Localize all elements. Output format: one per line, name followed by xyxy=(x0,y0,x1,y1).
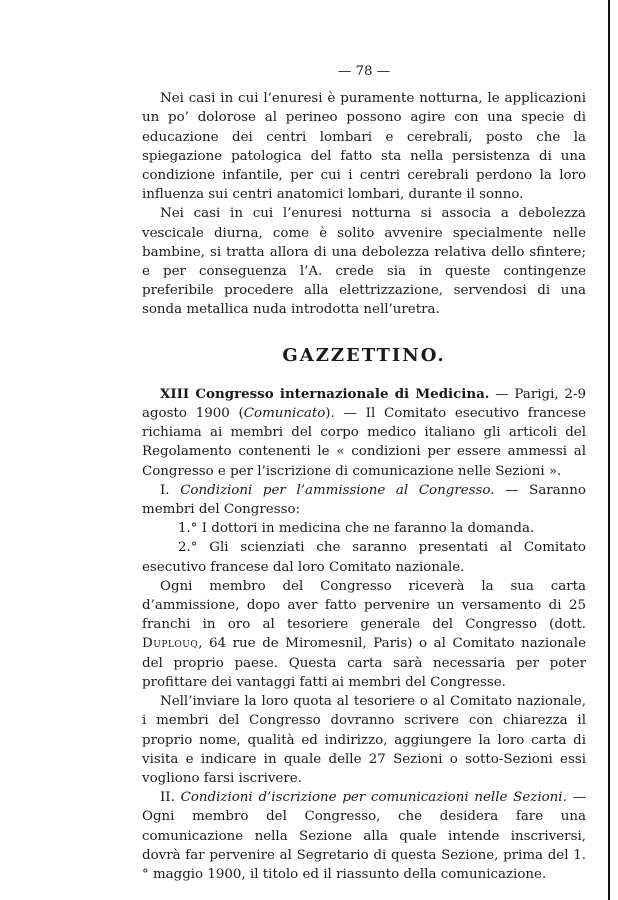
list-item-scientists: 2.° Gli scienziati che saranno presentati al Comitato esecutivo francese dal loro Comitato nazionale. xyxy=(142,540,586,575)
cond1-title: Condizioni per l’ammissione al Congresso. xyxy=(180,482,495,498)
page-edge xyxy=(608,0,610,900)
card-text-2: , 64 rue de Miromesnil, Paris) o al Comitato nazionale del proprio paese. Questa carta sarà necessaria per poter profittare dei vantaggi fatti ai membri del Congresse. xyxy=(142,636,586,690)
card-text-1: Ogni membro del Congresso riceverà la sua carta d’ammissione, dopo aver fatto pervenire un versamento di 25 franchi in oro al tesoriere generale del Congresso (dott. xyxy=(142,578,586,633)
cond2-number: II. xyxy=(160,790,181,806)
treasurer-name: Duplouq xyxy=(142,636,199,652)
cond1-number: I. xyxy=(160,482,181,498)
paragraph-enuresis-nocturnal: Nei casi in cui l’enuresi è puramente notturna, le applicazioni un po’ dolorose al perineo possono agire con una specie di educazione dei centri lombari e cerebrali, posto che la spiegazione patologica del fatto sta nella persistenza di una condizione infantile, per cui i centri cerebrali perdono la loro influenza sui centri anatomici lombari, durante il sonno. xyxy=(142,91,586,203)
paragraph-communication-conditions xyxy=(142,788,586,884)
intro-text-1: — Parigi, 2-9 agosto 1900 ( xyxy=(142,386,586,422)
list-item-doctors: 1.° I dottori in medicina che ne faranno la domanda. xyxy=(178,521,535,537)
document-page xyxy=(142,62,586,884)
cond2-title: Condizioni d’iscrizione per comunicazioni nelle Sezioni. xyxy=(180,790,567,806)
paragraph-admission-card xyxy=(142,577,586,692)
paragraph-quota: Nell’inviare la loro quota al tesoriere o al Comitato nazionale, i membri del Congresso dovranno scrivere con chiarezza il proprio nome, qualità ed indirizzo, aggiungere la loro carta di visita e indicare in quale delle 27 Sezioni o sotto-Sezioni essi vogliono farsi iscrivere. xyxy=(142,694,586,786)
section-title: GAZZETTINO. xyxy=(282,344,446,366)
congress-heading: XIII Congresso internazionale di Medicina. xyxy=(160,385,490,402)
paragraph-congress-intro xyxy=(142,385,586,481)
cond2-text: — Ogni membro del Congresso, che desidera fare una comunicazione nella Sezione alla quale intende inscriversi, dovrà far pervenire al Segretario di questa Sezione, prima del 1.° maggio 1900, il titolo ed il riassunto della comunicazione. xyxy=(142,790,587,882)
page-number: — 78 — xyxy=(337,64,391,79)
paragraph-admission-conditions xyxy=(142,481,586,519)
intro-text-2: ). — Il Comitato esecutivo francese richiama ai membri del corpo medico italiano gli articoli del Regolamento contenenti le « condizioni per essere ammessi al Congresso e per l’iscrizione di comunicazione nelle Sezioni ». xyxy=(142,406,586,479)
communicated-label: Comunicato xyxy=(243,406,326,422)
paragraph-enuresis-diurnal: Nei casi in cui l’enuresi notturna si associa a debolezza vescicale diurna, come è solito avvenire specialmente nelle bambine, si tratta allora di una debolezza relativa dello sfintere; e per conseguenza l’A. crede sia in queste contingenze preferibile procedere alla elettrizzazione, servendosi di una sonda metallica nuda introdotta nell’uretra. xyxy=(142,206,586,318)
cond1-text: — Saranno membri del Congresso: xyxy=(142,482,586,518)
